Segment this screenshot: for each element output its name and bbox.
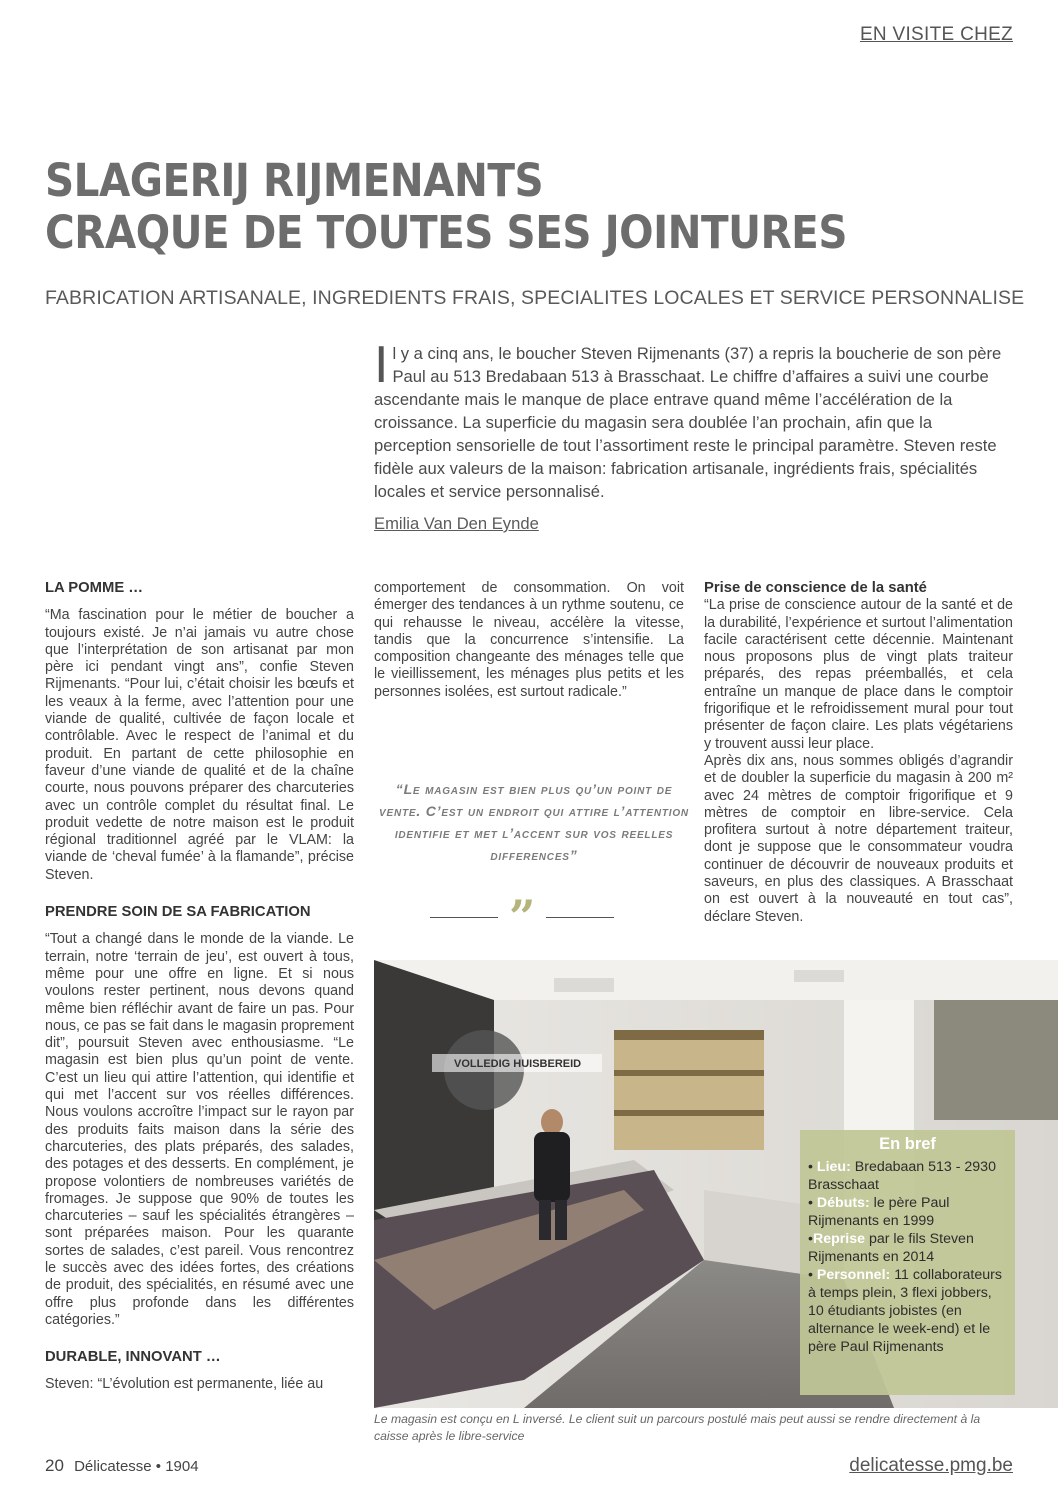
en-bref-box bbox=[800, 1130, 1015, 1395]
heading-prise-de-conscience: Prise de conscience de la santé bbox=[704, 580, 927, 596]
heading-durable: DURABLE, INNOVANT … bbox=[45, 1349, 221, 1366]
column-3 bbox=[704, 580, 1013, 926]
title-line-2: CRAQUE DE TOUTES SES JOINTURES bbox=[45, 206, 847, 259]
website-link[interactable]: delicatesse.pmg.be bbox=[849, 1455, 1013, 1476]
drop-cap: I bbox=[374, 336, 389, 394]
sign-text: VOLLEDIG HUISBEREID bbox=[454, 1058, 582, 1070]
paragraph: “Tout a changé dans le monde de la viande. Le terrain, notre ‘terrain de jeu’, est ouvert à tous, même pour une offre en ligne. Et si nous voulons rester pertinent, nous devons quand même bien réfléchir avant de faire un pas. Pour nous, ce pas se fait dans le magasin proprement dit”, poursuit Steven avec enthousiasme. “Le magasin est bien plus qu’un point de vente. C’est un lieu qui attire l’attention, qui identifie et qui met l’accent sur vos réelles différences. Nous voulons accroître l’impact sur le rayon par des produits faits maison dans la série des charcuteries, des plats préparés, des salades, des potages et des desserts. En complément, je propose volontiers de nombreuses variétés de fromages. Je suppose que 90% de toutes les charcuteries – sauf les spécialités étrangères – sont préparées maison. Pour les quarante sortes de salades, c’est pareil. Vous rencontrez le succès avec des idées fortes, des créations de produit, des spécialités, en résumé avec une offre plus profonde dans les différentes catégories.” bbox=[45, 931, 354, 1328]
intro-paragraph bbox=[374, 336, 1008, 503]
paragraph: comportement de consommation. On voit émerger des tendances à un rythme soutenu, ce qui rehausse le niveau, accélère la vitesse, tandis que la concurrence s’intensifie. La composition changeante des ménages telle que le vieillissement, les ménages plus petits et les personnes isolées, est surtout radicale.” bbox=[374, 580, 684, 700]
ornament-line-left bbox=[430, 917, 498, 918]
pull-quote: “Le magasin est bien plus qu’un point de vente. C’est un endroit qui attire l’attention identifie et met l’accent sur vos reelles differences” bbox=[379, 781, 689, 863]
intro-text: l y a cinq ans, le boucher Steven Rijmenants (37) a repris la boucherie de son père Paul au 513 Bredabaan 513 à Brasschaat. Le chiffre d’affaires a suivi une courbe ascendante mais le manque de place entrave quand même l’accélération de la croissance. La superficie du magasin sera doublée l’an prochain, afin que la perception sensorielle de tout l’assortiment reste le principal paramètre. Steven reste fidèle aux valeurs de la maison: fabrication artisanale, ingrédients frais, spécialités locales et service personnalisé. bbox=[374, 344, 1002, 501]
list-item bbox=[808, 1158, 1009, 1194]
label: Lieu: bbox=[816, 1159, 851, 1175]
page-number: 20 bbox=[45, 1456, 64, 1475]
en-bref-list bbox=[800, 1158, 1015, 1356]
heading-prendre-soin: PRENDRE SOIN DE SA FABRICATION bbox=[45, 904, 311, 921]
bullet: • bbox=[808, 1195, 817, 1211]
value: Bredabaan 513 - 2930 Brasschaat bbox=[808, 1159, 996, 1193]
footer-left bbox=[45, 1456, 199, 1476]
list-item bbox=[808, 1266, 1009, 1356]
bullet: • bbox=[808, 1159, 817, 1175]
column-1 bbox=[45, 580, 354, 1456]
label: Reprise bbox=[812, 1231, 866, 1247]
article-title bbox=[45, 155, 1005, 259]
ornament-line-right bbox=[546, 917, 614, 918]
bullet: • bbox=[808, 1231, 813, 1247]
value: par le fils Steven Rijmenants en 2014 bbox=[808, 1231, 974, 1265]
label: Personnel: bbox=[816, 1267, 891, 1283]
section-tag: EN VISITE CHEZ bbox=[859, 24, 1013, 45]
list-item bbox=[808, 1194, 1009, 1230]
bullet: • bbox=[808, 1267, 817, 1283]
quote-ornament bbox=[430, 890, 616, 944]
quote-mark-icon: ” bbox=[509, 890, 536, 944]
title-line-1: SLAGERIJ RIJMENANTS bbox=[45, 154, 544, 207]
article-subtitle: FABRICATION ARTISANALE, INGREDIENTS FRAIS, SPECIALITES LOCALES ET SERVICE PERSONNALISE bbox=[45, 287, 1025, 309]
value: le père Paul Rijmenants en 1999 bbox=[808, 1195, 950, 1229]
paragraph: “Ma fascination pour le métier de boucher a toujours existé. Je n’ai jamais vu autre chose que l’interprétation de son artisanat par mon père ici pendant vingt ans”, confie Steven Rijmenants. “Pour lui, c’était choisir les bœufs et les veaux à la ferme, avec l’attention pour une viande de qualité, cultivée de façon locale et contrôlable. Avec le respect de l’animal et du produit. En partant de cette philosophie en faveur d’une viande de qualité et de la chaîne courte, nous pouvons préparer des charcuteries avec un contrôle complet du résultat final. Le produit vedette de notre maison est le produit régional traditionnel agréé par le VLAM: la viande de ‘cheval fumée’ à la flamande”, précise Steven. bbox=[45, 607, 354, 883]
paragraph: Steven: “L’évolution est permanente, liée au bbox=[45, 1376, 324, 1393]
list-item bbox=[808, 1230, 1009, 1266]
column-2 bbox=[374, 580, 684, 701]
label: Débuts: bbox=[816, 1195, 870, 1211]
paragraph: “La prise de conscience autour de la santé et de la durabilité, l’expérience et surtout l’alimentation facile caractérisent cette décennie. Maintenant nous proposons plus de vingt plats traiteur préparés, des repas préemballés, et cela entraîne un manque de place dans le comptoir frigorifique et le refroidissement mural pour tout présenter de façon claire. Les plats végétariens y trouvent aussi leur place. bbox=[704, 597, 1013, 752]
photo-caption: Le magasin est conçu en L inversé. Le client suit un parcours postulé mais peut aussi se rendre directement à la caisse après le libre-service bbox=[374, 1412, 981, 1443]
publication-name: Délicatesse • 1904 bbox=[74, 1458, 199, 1475]
value: 11 collaborateurs à temps plein, 3 flexi jobbers, 10 étudiants jobistes (en alternance le week-end) et le père Paul Rijmenants bbox=[808, 1267, 1002, 1355]
en-bref-title: En bref bbox=[879, 1135, 936, 1153]
paragraph: Après dix ans, nous sommes obligés d’agrandir et de doubler la superficie du magasin à 200 m² avec 24 mètres de comptoir frigorifique et 9 mètres de comptoir en libre-service. Cela profitera surtout à notre département traiteur, dont je suppose que le consommateur voudra continuer de découvrir de nouveaux produits et saveurs, en plus des classiques. A Brasschaat on est ouvert à la nouveauté en tout cas”, déclare Steven. bbox=[704, 752, 1013, 925]
author-byline: Emilia Van Den Eynde bbox=[374, 514, 539, 533]
heading-la-pomme: LA POMME … bbox=[45, 580, 144, 596]
